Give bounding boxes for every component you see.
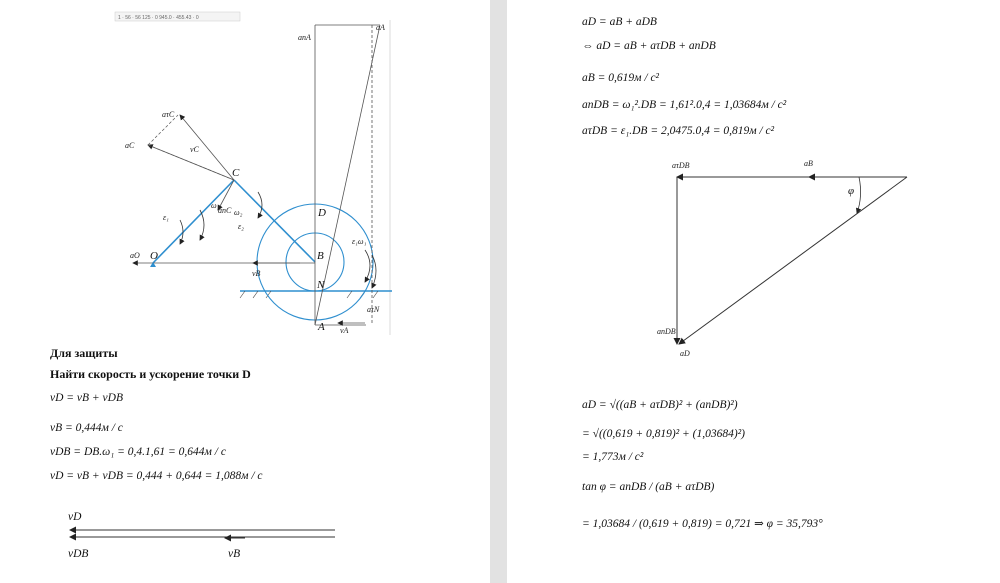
label-vC: vC bbox=[190, 145, 199, 154]
label-C: C bbox=[232, 167, 240, 179]
heading-for-defense: Для защиты bbox=[50, 346, 118, 360]
page-gutter bbox=[490, 0, 507, 583]
label-vB: vB bbox=[252, 269, 261, 278]
mechanism-diagram bbox=[0, 0, 490, 583]
equation-aD-expanded: ⇔ aD = aB + aτDB + anDB bbox=[582, 40, 716, 52]
label-aNt: aτN bbox=[367, 305, 380, 314]
label-tri-aDBt: aτDB bbox=[672, 161, 690, 170]
vector-label-vB: vB bbox=[228, 548, 241, 560]
label-aC: aC bbox=[125, 141, 135, 150]
label-eps1: ε₁ bbox=[163, 213, 169, 222]
equation-vB: vB = 0,444м / c bbox=[50, 422, 123, 434]
label-A: A bbox=[318, 321, 325, 333]
equation-phi-result: = 1,03684 / (0,619 + 0,819) = 0,721 ⇒ φ = 35,793° bbox=[582, 518, 823, 530]
label-eps2: ε₂ bbox=[238, 222, 244, 231]
label-tri-aD: aD bbox=[680, 349, 690, 358]
label-eps1omega1: ε₁ω₁ bbox=[352, 237, 367, 246]
equation-aD-vector: aD = aB + aDB bbox=[582, 16, 657, 28]
label-aCn: anC bbox=[218, 206, 232, 215]
equation-vD-vector: vD = vB + vDB bbox=[50, 392, 123, 404]
link-CB bbox=[234, 180, 315, 262]
label-aCt: aτC bbox=[162, 110, 175, 119]
document-page-right bbox=[507, 0, 1000, 583]
label-B: B bbox=[317, 250, 324, 262]
equation-aDBn: anDB = ω₁².DB = 1,61².0,4 = 1,03684м / c² bbox=[582, 99, 787, 111]
label-tri-phi: φ bbox=[848, 185, 855, 197]
label-O: O bbox=[150, 250, 158, 262]
vector-label-vD: vD bbox=[68, 511, 82, 523]
equation-aD-formula: aD = √((aB + aτDB)² + (anDB)²) bbox=[582, 399, 738, 411]
angle-phi-arc bbox=[857, 177, 861, 213]
toolbar-text: 1 · 56 · 56 125 · 0 945.0 · 455.43 · 0 bbox=[118, 15, 199, 21]
label-vA: vA bbox=[340, 326, 349, 335]
label-D: D bbox=[318, 207, 326, 219]
heading-task: Найти скорость и ускорение точки D bbox=[50, 367, 251, 381]
equation-vD: vD = vB + vDB = 0,444 + 0,644 = 1,088м / c bbox=[50, 470, 263, 482]
label-aA: aA bbox=[376, 23, 385, 32]
equation-aB: aB = 0,619м / c² bbox=[582, 72, 659, 84]
equation-aDBt: aτDB = ε₁.DB = 2,0475.0,4 = 0,819м / c² bbox=[582, 125, 775, 137]
document-page-left bbox=[0, 0, 490, 583]
vector-label-vDB: vDB bbox=[68, 548, 89, 560]
vector-aD bbox=[679, 177, 907, 344]
label-omega2: ω₂ bbox=[234, 208, 243, 217]
label-N: N bbox=[317, 279, 325, 291]
label-aAn: anA bbox=[298, 33, 311, 42]
label-aO: aO bbox=[130, 251, 140, 260]
label-omega1: ω₁ bbox=[211, 201, 220, 210]
equation-aD-substituted: = √((0,619 + 0,819)² + (1,03684)²) bbox=[582, 428, 745, 440]
label-tri-aDBn: anDB bbox=[657, 327, 676, 336]
equation-vDB: vDB = DB.ω₁ = 0,4.1,61 = 0,644м / c bbox=[50, 446, 226, 458]
label-tri-aB: aB bbox=[804, 159, 813, 168]
equation-tan-phi: tan φ = anDB / (aB + aτDB) bbox=[582, 481, 715, 493]
equation-aD-result: = 1,773м / c² bbox=[582, 451, 644, 463]
acceleration-triangle bbox=[507, 0, 1000, 583]
